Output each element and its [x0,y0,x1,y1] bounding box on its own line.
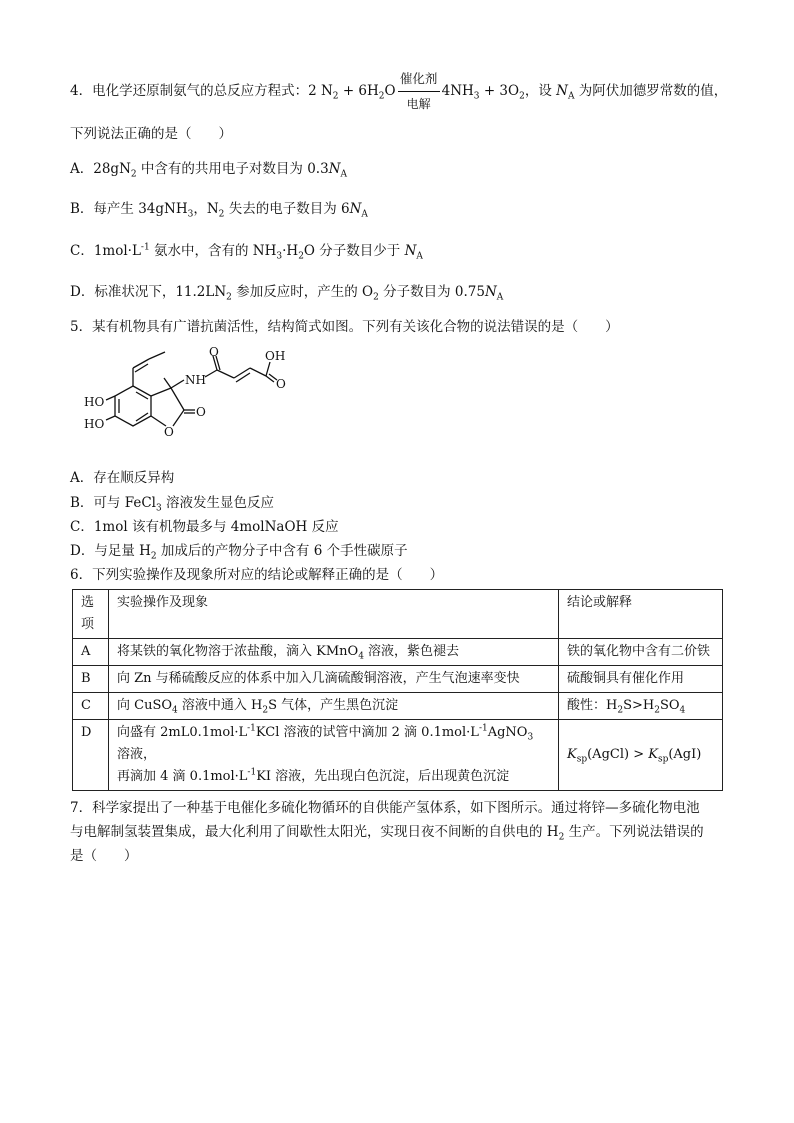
q5-option-d: D．与足量 $H_2$ 加成后的产物分子中含有 6 个手性碳原子 [70,543,408,562]
label-ho-2: HO [84,417,105,431]
table-row: C 向 CuSO$_4$ 溶液中通入 $H_2S$ 气体，产生黑色沉淀 酸性：$H_2S>H_2SO_4$ [73,693,723,720]
q4-option-d: D．标准状况下，$11.2LN_2$ 参加反应时，产生的 $O_2$ 分子数目为 $0.75N_A$ [70,284,504,303]
q6-stem: 6．下列实验操作及现象所对应的结论或解释正确的是（ ） [70,567,444,583]
table-row: A 将某铁的氧化物溶于浓盐酸，滴入 KMnO$_4$ 溶液，紫色褪去 铁的氧化物中含有二价铁 [73,639,723,666]
q5-stem: 5．某有机物具有广谱抗菌活性，结构简式如图。下列有关该化合物的说法错误的是（ ） [70,319,619,335]
structural-formula [78,344,318,459]
q7-stem-line3: 是（ ） [70,848,138,864]
q7-stem-line2: 与电解制氢装置集成，最大化利用了间歇性太阳光，实现日夜不间断的自供电的 $H_2$ 生产。下列说法错误的 [70,824,704,843]
label-o-amide: O [209,345,219,359]
header-operation: 实验操作及现象 [109,590,559,639]
table-header-row [73,590,723,639]
label-o-lactone: O [196,405,206,419]
reaction-equation: 2 $N_2 + 6H_2O$ $\frac{\text{催化剂}}{\text{电解}}$ $4NH_3 + 3O_2$ [308,70,525,111]
label-oh-top: OH [265,349,286,363]
q4-option-a: A．$28gN_2$ 中含有的共用电子对数目为 $0.3N_A$ [70,161,347,180]
label-o-acid: O [276,377,286,391]
q4-option-b: B．每产生 34gNH$_3$，$N_2$ 失去的电子数目为 $6N_A$ [70,201,368,220]
label-nh: NH [185,373,206,387]
reaction-arrow: $\frac{\text{催化剂}}{\text{电解}}$ [398,83,440,101]
experiment-table [72,589,723,791]
table-row: D 向盛有 $2mL0.1mol\cdot L^{-1}KCl$ 溶液的试管中滴加 2 滴 $0.1mol\cdot L^{-1}AgNO_3$ 溶液， 再滴加 4 滴 $0.1mol\cdot L^{-1}KI$ 溶液，先出现白色沉淀，后出现黄色沉淀 $K_{sp}(AgCl) > K_{sp}(AgI)$ [73,720,723,791]
header-option: 选项 [73,590,109,639]
q5-option-b: B．可与 FeCl$_3$ 溶液发生显色反应 [70,495,275,514]
label-o-ring: O [164,425,174,439]
header-conclusion: 结论或解释 [559,590,723,639]
q5-option-a: A．存在顺反异构 [70,470,175,486]
q4-option-c: C．$1mol\cdot L^{-1}$ 氨水中，含有的 $NH_3\cdot H_2O$ 分子数目少于 $N_A$ [70,242,423,262]
q4-stem-line1: 4．电化学还原制氨气的总反应方程式：2 $N_2 + 6H_2O$ $\frac{\text{催化剂}}{\text{电解}}$ $4NH_3 + 3O_2$，设 $N_A$ 为阿伏加德罗常数的值， [70,70,728,111]
table-row: B 向 Zn 与稀硫酸反应的体系中加入几滴硫酸铜溶液，产生气泡速率变快 硫酸铜具有催化作用 [73,666,723,693]
q4-stem-line2: 下列说法正确的是（ ） [70,126,232,142]
q5-option-c: C．1mol 该有机物最多与 4molNaOH 反应 [70,519,339,535]
label-ho-1: HO [84,395,105,409]
q7-stem-line1: 7．科学家提出了一种基于电催化多硫化物循环的自供能产氢体系，如下图所示。通过将锌—多硫化物电池 [70,800,700,816]
